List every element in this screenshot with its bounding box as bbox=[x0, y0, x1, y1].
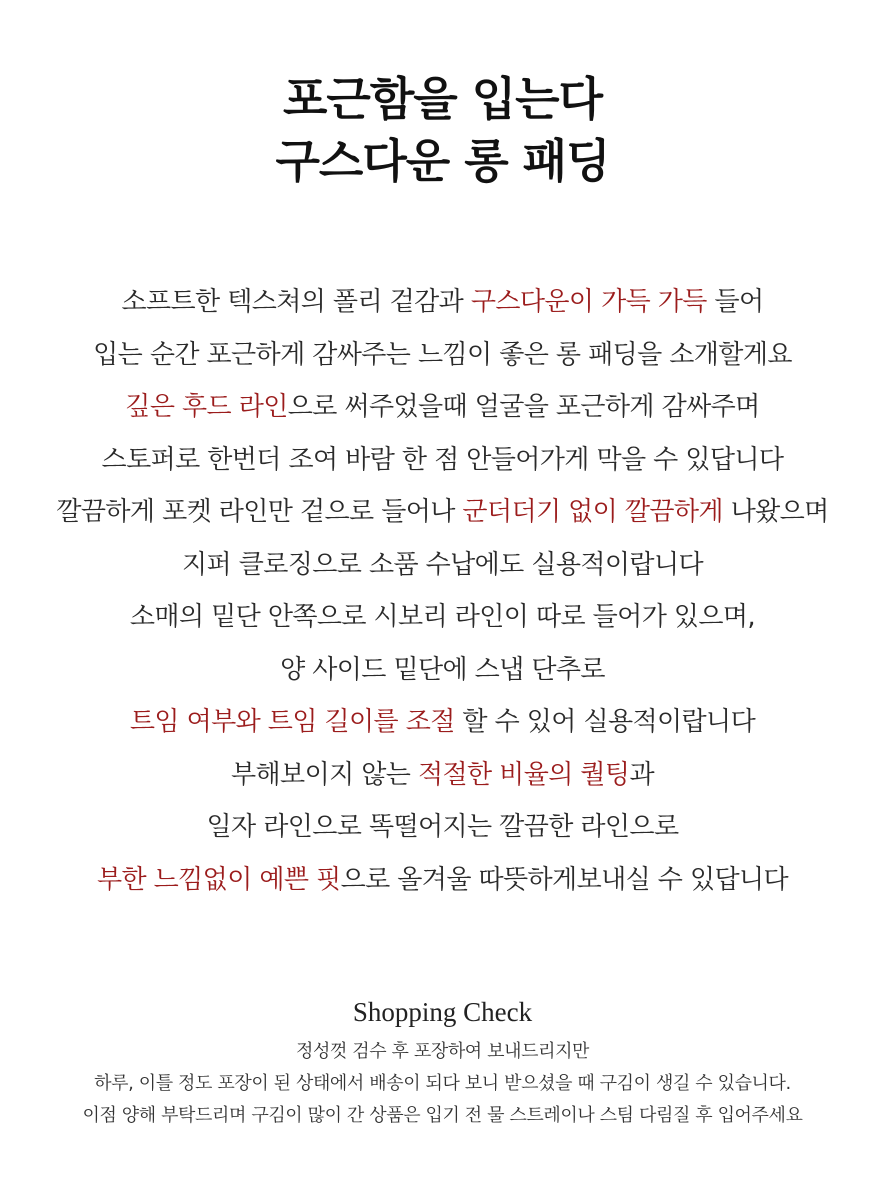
highlight-text: 구스다운이 가득 가득 bbox=[470, 287, 707, 317]
shopping-check-title: Shopping Check bbox=[352, 997, 533, 1027]
body-text: 부해보이지 않는 bbox=[231, 759, 418, 790]
body-text: 일자 라인으로 똑떨어지는 깔끔한 라인으로 bbox=[206, 812, 679, 842]
description-line bbox=[0, 434, 885, 487]
body-text: 으로 써주었을때 얼굴을 포근하게 감싸주며 bbox=[287, 392, 760, 422]
description-line bbox=[0, 329, 885, 382]
shopping-check-section bbox=[0, 994, 885, 1132]
body-text: 소매의 밑단 안쪽으로 시보리 라인이 따로 들어가 있으며, bbox=[129, 602, 756, 632]
highlight-text: 깊은 후드 라인 bbox=[125, 392, 288, 422]
body-text: 들어 bbox=[706, 287, 764, 317]
body-text: 스토퍼로 한번더 조여 바람 한 점 안들어가게 막을 수 있답니다 bbox=[101, 444, 784, 475]
description-line bbox=[0, 801, 885, 854]
description-line bbox=[0, 854, 885, 907]
shopping-check-note: 이점 양해 부탁드리며 구김이 많이 간 상품은 입기 전 물 스트레이나 스팀 다림질 후 입어주세요 bbox=[82, 1105, 803, 1126]
body-text: 할 수 있어 실용적이랍니다 bbox=[454, 707, 756, 737]
headline bbox=[0, 68, 885, 192]
shopping-check-note: 정성껏 검수 후 포장하여 보내드리지만 bbox=[295, 1041, 590, 1062]
highlight-text: 부한 느낌없이 예쁜 핏 bbox=[96, 864, 341, 895]
description-line bbox=[0, 696, 885, 749]
description-line bbox=[0, 539, 885, 592]
body-text: 깔끔하게 포켓 라인만 겉으로 들어나 bbox=[56, 497, 463, 527]
shopping-check-note: 하루, 이틀 정도 포장이 된 상태에서 배송이 되다 보니 받으셨을 때 구김이 생길 수 있습니다. bbox=[94, 1073, 791, 1094]
highlight-text: 적절한 비율의 퀄팅 bbox=[417, 759, 630, 790]
body-text: 과 bbox=[629, 759, 654, 790]
description-line bbox=[0, 381, 885, 434]
shopping-check-notes bbox=[0, 1036, 885, 1132]
body-text: 입는 순간 포근하게 감싸주는 느낌이 좋은 롱 패딩을 소개할게요 bbox=[93, 339, 792, 370]
headline-line-2: 구스다운 롱 패딩 bbox=[275, 134, 610, 188]
product-description bbox=[0, 276, 885, 906]
body-text: 나왔으며 bbox=[722, 497, 829, 527]
body-text: 양 사이드 밑단에 스냅 단추로 bbox=[280, 654, 605, 685]
description-line bbox=[0, 749, 885, 802]
description-line bbox=[0, 276, 885, 329]
description-line bbox=[0, 591, 885, 644]
body-text: 지퍼 클로징으로 소품 수납에도 실용적이랍니다 bbox=[182, 549, 703, 580]
description-line bbox=[0, 486, 885, 539]
highlight-text: 군더더기 없이 깔끔하게 bbox=[462, 497, 723, 527]
description-line bbox=[0, 644, 885, 697]
body-text: 으로 올겨울 따뜻하게보내실 수 있답니다 bbox=[340, 864, 789, 895]
body-text: 소프트한 텍스쳐의 폴리 겉감과 bbox=[121, 287, 471, 317]
headline-line-1: 포근함을 입는다 bbox=[282, 72, 603, 126]
highlight-text: 트임 여부와 트임 길이를 조절 bbox=[129, 707, 455, 737]
